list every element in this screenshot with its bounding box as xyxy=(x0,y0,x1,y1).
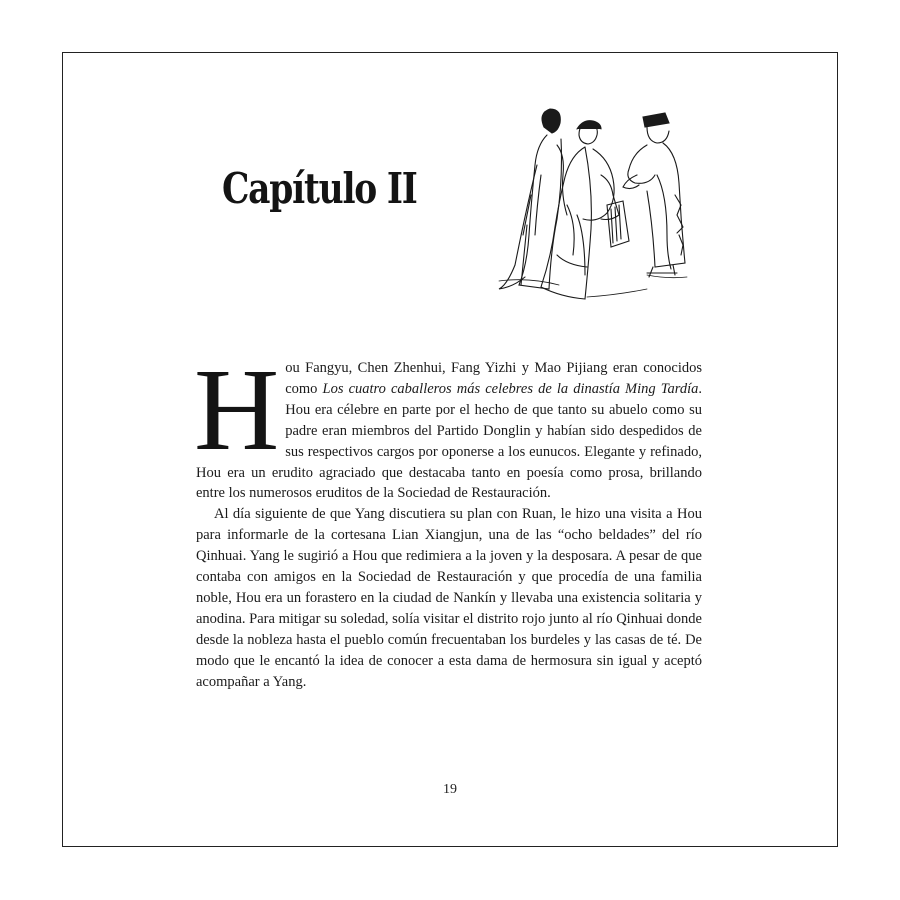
chapter-title: Capítulo II xyxy=(222,164,417,213)
ink-figures-illustration xyxy=(497,105,705,303)
page-number: 19 xyxy=(443,782,457,797)
paragraph-1 xyxy=(194,344,702,504)
paragraph-2: Al día siguiente de que Yang discutiera su plan con Ruan, le hizo una visita a Hou para informarle de la cortesana Lian Xiangjun, una de las “ocho beldades” del río Qinhuai. Yang le sugirió a Hou que redimiera a la joven y la desposara. A pesar de que contaba con amigos en la Sociedad de Restauración y que procedía de una familia noble, Hou era un forastero en la ciudad de Nankín y llevaba una existencia solitaria y anodina. Para mitigar su soledad, solía visitar el distrito rojo junto al río Qinhuai donde desde la nobleza hasta el pueblo común frecuentaban los burdeles y las casas de té. De modo que le encantó la idea de conocer a esta dama de hermosura sin igual y aceptó acompañar a Yang. xyxy=(196,506,702,690)
figure-left-icon xyxy=(499,109,567,289)
drop-cap: H xyxy=(194,344,280,475)
p1-text-a: ou Fangyu, Chen Zhenhui, Fang Yizhi y Mao Pijiang eran conocidos como xyxy=(285,360,702,397)
figure-middle-icon xyxy=(541,121,629,299)
p1-italic-title: Los cuatro caballeros más celebres de la dinastía Ming Tardía xyxy=(322,380,699,397)
p1-text-b: . Hou era célebre en parte por el hecho de que tanto su abuelo como su padre eran miembros del Partido Donglin y habían sido despedidos de sus respectivos cargos por oponerse a los eunucos. Elegante y refinado, Hou era un erudito agraciado que destacaba tanto en poesía como prosa, brillando entre los numerosos eruditos de la Sociedad de Restauración. xyxy=(196,380,702,502)
figure-right-icon xyxy=(623,113,685,277)
chapter-body xyxy=(194,344,702,693)
